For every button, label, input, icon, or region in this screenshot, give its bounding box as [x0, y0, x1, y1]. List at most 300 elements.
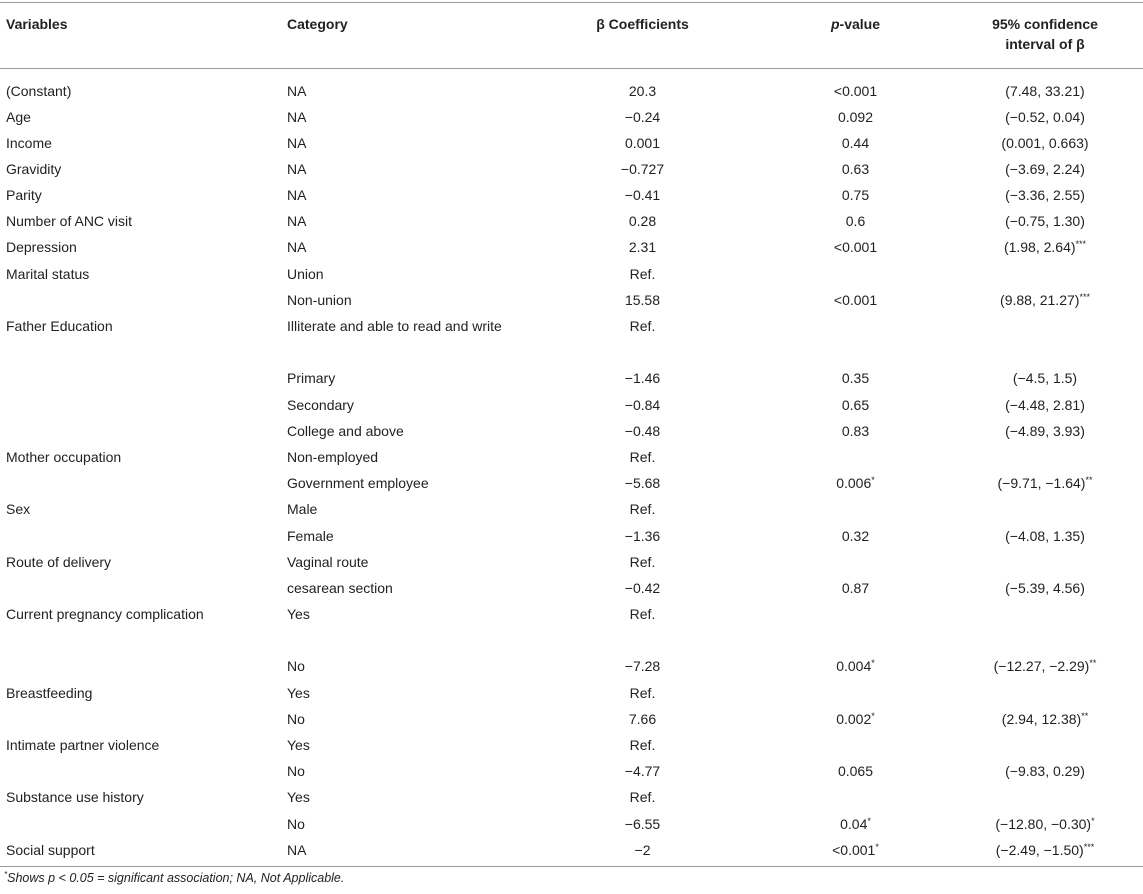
table-row: [0, 575, 1143, 601]
cell-confidence-interval: [947, 365, 1143, 391]
category-text: College and above: [287, 422, 404, 439]
ci-text: (−4.89, 3.93): [1005, 422, 1085, 439]
beta-text: −7.28: [624, 658, 661, 675]
beta-text: 20.3: [628, 83, 657, 99]
ci-marker: ***: [1083, 841, 1095, 852]
cell-variable: [0, 261, 287, 287]
category-text: Union: [287, 265, 324, 282]
table-row: [0, 130, 1143, 156]
table-body: [0, 69, 1143, 867]
cell-variable: [0, 104, 287, 130]
cell-beta: [521, 130, 764, 156]
cell-category: [287, 706, 521, 732]
p-value-text: 0.44: [841, 134, 870, 151]
cell-beta: [521, 104, 764, 130]
cell-beta: [521, 784, 764, 810]
beta-text: Ref.: [629, 789, 656, 806]
table-row: [0, 104, 1143, 130]
cell-beta: [521, 837, 764, 867]
cell-p-value: [764, 784, 947, 810]
cell-confidence-interval: [947, 287, 1143, 313]
cell-category: [287, 365, 521, 391]
variable-text: Father Education: [6, 318, 113, 334]
cell-beta: [521, 313, 764, 365]
cell-variable: [0, 313, 287, 365]
cell-confidence-interval: [947, 601, 1143, 653]
footnote-text: Shows p < 0.05 = significant association; NA, Not Applicable.: [7, 871, 345, 885]
p-value-marker: *: [871, 658, 875, 669]
cell-confidence-interval: [947, 680, 1143, 706]
table-row: [0, 732, 1143, 758]
category-text: No: [287, 658, 305, 675]
cell-beta: [521, 575, 764, 601]
cell-variable: [0, 392, 287, 418]
cell-category: [287, 601, 521, 653]
ci-text: (−3.69, 2.24): [1005, 160, 1085, 177]
p-value-marker: *: [871, 475, 875, 486]
ci-marker: **: [1085, 475, 1093, 486]
cell-confidence-interval: [947, 444, 1143, 470]
table-row: [0, 313, 1143, 365]
variable-text: Parity: [6, 187, 42, 204]
cell-p-value: [764, 234, 947, 260]
category-text: Government employee: [287, 475, 429, 492]
variable-text: Gravidity: [6, 160, 62, 177]
cell-beta: [521, 758, 764, 784]
p-value-marker: *: [867, 815, 871, 826]
ci-text: (2.94, 12.38): [1001, 710, 1082, 727]
variable-text: Sex: [6, 501, 31, 518]
table-footnote: [4, 871, 344, 885]
cell-variable: [0, 182, 287, 208]
header-ci-line2: interval of β: [1005, 36, 1085, 52]
category-text: cesarean section: [287, 579, 393, 596]
cell-p-value: [764, 470, 947, 496]
cell-category: [287, 680, 521, 706]
cell-variable: [0, 706, 287, 732]
cell-beta: [521, 811, 764, 837]
cell-variable: [0, 784, 287, 810]
p-value-marker: *: [871, 710, 875, 721]
ci-text: (−9.83, 0.29): [1005, 763, 1085, 780]
p-value-text: <0.001: [833, 239, 878, 256]
cell-confidence-interval: [947, 575, 1143, 601]
cell-p-value: [764, 261, 947, 287]
cell-p-value: [764, 549, 947, 575]
table-row: [0, 837, 1143, 867]
table-row: [0, 261, 1143, 287]
ci-marker: ***: [1075, 239, 1087, 250]
beta-text: Ref.: [629, 553, 656, 570]
cell-category: [287, 523, 521, 549]
ci-text: (−3.36, 2.55): [1005, 187, 1085, 204]
beta-text: Ref.: [629, 501, 656, 518]
regression-table-container: [0, 2, 1143, 867]
variable-text: Current pregnancy complication: [6, 606, 204, 623]
beta-text: −0.727: [620, 160, 665, 177]
beta-text: Ref.: [629, 606, 656, 623]
cell-confidence-interval: [947, 313, 1143, 365]
cell-confidence-interval: [947, 758, 1143, 784]
cell-category: [287, 287, 521, 313]
cell-category: [287, 208, 521, 234]
cell-p-value: [764, 130, 947, 156]
cell-beta: [521, 549, 764, 575]
footnote-marker: *: [4, 870, 8, 879]
category-text: Yes: [287, 789, 310, 806]
cell-p-value: [764, 287, 947, 313]
category-text: NA: [287, 239, 307, 256]
ci-text: (−2.49, −1.50): [995, 841, 1084, 858]
ci-text: (−0.52, 0.04): [1005, 108, 1085, 125]
ci-text: (0.001, 0.663): [1001, 134, 1089, 151]
table-row: [0, 182, 1143, 208]
table-row: [0, 208, 1143, 234]
cell-p-value: [764, 758, 947, 784]
cell-category: [287, 758, 521, 784]
cell-beta: [521, 732, 764, 758]
p-value-text: 0.65: [841, 396, 870, 413]
header-variables: Variables: [6, 16, 68, 32]
p-value-text: 0.004: [836, 658, 872, 675]
cell-confidence-interval: [947, 182, 1143, 208]
beta-text: −5.68: [624, 475, 661, 492]
table-row: [0, 653, 1143, 679]
header-beta-coefficients: β Coefficients: [596, 16, 689, 32]
cell-confidence-interval: [947, 69, 1143, 104]
variable-text: Marital status: [6, 265, 90, 282]
cell-category: [287, 156, 521, 182]
cell-variable: [0, 287, 287, 313]
category-text: NA: [287, 134, 307, 151]
cell-variable: [0, 549, 287, 575]
beta-text: −2: [634, 841, 651, 858]
table-row: [0, 444, 1143, 470]
ci-text: (−4.08, 1.35): [1005, 527, 1085, 544]
cell-category: [287, 575, 521, 601]
category-text: NA: [287, 160, 307, 177]
cell-beta: [521, 470, 764, 496]
cell-beta: [521, 523, 764, 549]
cell-beta: [521, 69, 764, 104]
beta-text: −0.42: [624, 579, 661, 596]
header-ci-line1: 95% confidence: [992, 16, 1098, 32]
cell-variable: [0, 837, 287, 867]
category-text: Vaginal route: [287, 553, 369, 570]
cell-category: [287, 496, 521, 522]
cell-variable: [0, 418, 287, 444]
beta-text: 15.58: [624, 291, 661, 308]
cell-variable: [0, 732, 287, 758]
table-row: [0, 69, 1143, 104]
category-text: NA: [287, 213, 307, 230]
variable-text: Route of delivery: [6, 553, 112, 570]
cell-category: [287, 313, 521, 365]
table-row: [0, 287, 1143, 313]
p-value-text: 0.092: [837, 108, 874, 125]
table-row: [0, 496, 1143, 522]
cell-category: [287, 130, 521, 156]
category-text: Male: [287, 501, 318, 518]
cell-confidence-interval: [947, 732, 1143, 758]
variable-text: (Constant): [6, 83, 72, 99]
table-row: [0, 758, 1143, 784]
cell-variable: [0, 69, 287, 104]
table-row: [0, 601, 1143, 653]
cell-variable: [0, 601, 287, 653]
cell-confidence-interval: [947, 130, 1143, 156]
cell-p-value: [764, 365, 947, 391]
cell-p-value: [764, 653, 947, 679]
cell-p-value: [764, 392, 947, 418]
p-value-text: <0.001: [833, 83, 878, 99]
beta-text: −6.55: [624, 815, 661, 832]
cell-category: [287, 104, 521, 130]
cell-category: [287, 784, 521, 810]
cell-beta: [521, 287, 764, 313]
p-value-text: 0.6: [845, 213, 866, 230]
cell-confidence-interval: [947, 104, 1143, 130]
table-row: [0, 811, 1143, 837]
p-value-text: 0.04: [840, 815, 868, 832]
ci-text: (−5.39, 4.56): [1005, 579, 1085, 596]
cell-p-value: [764, 208, 947, 234]
variable-text: Income: [6, 134, 52, 151]
cell-variable: [0, 653, 287, 679]
cell-beta: [521, 680, 764, 706]
cell-confidence-interval: [947, 418, 1143, 444]
p-value-text: 0.63: [841, 160, 870, 177]
cell-confidence-interval: [947, 784, 1143, 810]
cell-variable: [0, 234, 287, 260]
cell-confidence-interval: [947, 261, 1143, 287]
cell-category: [287, 182, 521, 208]
header-category: Category: [287, 16, 348, 32]
cell-beta: [521, 706, 764, 732]
table-row: [0, 523, 1143, 549]
cell-beta: [521, 182, 764, 208]
cell-category: [287, 653, 521, 679]
table-row: [0, 156, 1143, 182]
category-text: No: [287, 763, 305, 780]
table-row: [0, 234, 1143, 260]
cell-beta: [521, 496, 764, 522]
p-value-text: 0.065: [837, 763, 874, 780]
cell-confidence-interval: [947, 811, 1143, 837]
variable-text: Number of ANC visit: [6, 213, 133, 230]
cell-p-value: [764, 496, 947, 522]
category-text: Non-union: [287, 291, 352, 308]
category-text: NA: [287, 187, 307, 204]
cell-beta: [521, 261, 764, 287]
category-text: Yes: [287, 684, 310, 701]
variable-text: Depression: [6, 239, 77, 256]
header-p-value: [764, 3, 947, 69]
beta-text: 2.31: [628, 239, 657, 256]
ci-marker: ***: [1079, 291, 1090, 302]
ci-marker: **: [1089, 658, 1097, 669]
cell-variable: [0, 156, 287, 182]
cell-p-value: [764, 104, 947, 130]
beta-text: Ref.: [629, 318, 656, 334]
cell-category: [287, 392, 521, 418]
ci-text: (−0.75, 1.30): [1005, 213, 1085, 230]
cell-p-value: [764, 680, 947, 706]
cell-variable: [0, 811, 287, 837]
ci-marker: *: [1091, 815, 1095, 826]
cell-p-value: [764, 837, 947, 867]
cell-confidence-interval: [947, 706, 1143, 732]
cell-confidence-interval: [947, 392, 1143, 418]
cell-category: [287, 470, 521, 496]
beta-text: Ref.: [629, 265, 656, 282]
cell-beta: [521, 444, 764, 470]
beta-text: −0.24: [624, 108, 661, 125]
cell-variable: [0, 758, 287, 784]
beta-text: 0.28: [628, 213, 657, 230]
beta-text: Ref.: [629, 737, 656, 754]
cell-variable: [0, 496, 287, 522]
cell-variable: [0, 130, 287, 156]
category-text: Non-employed: [287, 448, 379, 465]
cell-confidence-interval: [947, 496, 1143, 522]
cell-category: [287, 811, 521, 837]
cell-variable: [0, 444, 287, 470]
cell-variable: [0, 575, 287, 601]
variable-text: Age: [6, 108, 31, 125]
p-value-marker: *: [875, 841, 879, 852]
beta-text: −4.77: [624, 763, 661, 780]
ci-text: (−9.71, −1.64): [997, 475, 1086, 492]
header-row: [0, 3, 1143, 69]
cell-confidence-interval: [947, 837, 1143, 867]
table-row: [0, 706, 1143, 732]
category-text: NA: [287, 108, 307, 125]
cell-beta: [521, 365, 764, 391]
ci-text: (9.88, 21.27): [1000, 291, 1080, 308]
cell-p-value: [764, 523, 947, 549]
p-value-text: 0.002: [836, 710, 872, 727]
cell-category: [287, 261, 521, 287]
variable-text: Intimate partner violence: [6, 737, 160, 754]
table-row: [0, 365, 1143, 391]
table-row: [0, 418, 1143, 444]
ci-text: (−12.27, −2.29): [993, 658, 1090, 675]
beta-text: 0.001: [624, 134, 661, 151]
cell-confidence-interval: [947, 653, 1143, 679]
table-row: [0, 680, 1143, 706]
variable-text: Breastfeeding: [6, 684, 93, 701]
header-p-italic: p: [830, 16, 840, 32]
table-row: [0, 784, 1143, 810]
cell-category: [287, 418, 521, 444]
cell-category: [287, 69, 521, 104]
category-text: No: [287, 815, 305, 832]
p-value-text: <0.001: [833, 291, 878, 308]
category-text: Secondary: [287, 396, 354, 413]
cell-p-value: [764, 313, 947, 365]
cell-beta: [521, 208, 764, 234]
ci-text: (−12.80, −0.30): [995, 815, 1092, 832]
cell-variable: [0, 523, 287, 549]
category-text: Yes: [287, 606, 310, 623]
category-text: No: [287, 710, 305, 727]
table-row: [0, 392, 1143, 418]
table-header: [0, 3, 1143, 69]
cell-variable: [0, 208, 287, 234]
cell-category: [287, 732, 521, 758]
variable-text: Mother occupation: [6, 448, 122, 465]
cell-p-value: [764, 182, 947, 208]
cell-confidence-interval: [947, 549, 1143, 575]
ci-text: (1.98, 2.64): [1003, 239, 1076, 256]
category-text: Yes: [287, 737, 310, 754]
ci-text: (−4.5, 1.5): [1012, 370, 1078, 387]
variable-text: Social support: [6, 841, 95, 858]
ci-text: (7.48, 33.21): [1005, 83, 1085, 99]
cell-p-value: [764, 444, 947, 470]
cell-variable: [0, 365, 287, 391]
p-value-text: 0.006: [836, 475, 872, 492]
cell-confidence-interval: [947, 234, 1143, 260]
header-p-suffix: -value: [839, 16, 881, 32]
cell-p-value: [764, 732, 947, 758]
cell-p-value: [764, 811, 947, 837]
category-text: Female: [287, 527, 334, 544]
cell-variable: [0, 470, 287, 496]
regression-table: [0, 2, 1143, 867]
cell-category: [287, 549, 521, 575]
beta-text: −1.46: [624, 370, 661, 387]
cell-beta: [521, 156, 764, 182]
beta-text: −0.48: [624, 422, 661, 439]
beta-text: −1.36: [624, 527, 661, 544]
ci-text: (−4.48, 2.81): [1005, 396, 1085, 413]
cell-confidence-interval: [947, 156, 1143, 182]
table-row: [0, 470, 1143, 496]
cell-beta: [521, 234, 764, 260]
category-text: Primary: [287, 370, 336, 387]
beta-text: Ref.: [629, 448, 656, 465]
p-value-text: 0.75: [841, 187, 870, 204]
beta-text: Ref.: [629, 684, 656, 701]
cell-p-value: [764, 575, 947, 601]
category-text: NA: [287, 83, 307, 99]
beta-text: −0.41: [624, 187, 661, 204]
cell-p-value: [764, 706, 947, 732]
cell-p-value: [764, 156, 947, 182]
table-row: [0, 549, 1143, 575]
beta-text: 7.66: [628, 710, 657, 727]
ci-marker: **: [1081, 710, 1089, 721]
header-confidence-interval: [947, 3, 1143, 69]
p-value-text: <0.001: [832, 841, 876, 858]
cell-variable: [0, 680, 287, 706]
cell-p-value: [764, 69, 947, 104]
category-text: Illiterate and able to read and write: [287, 318, 502, 334]
cell-confidence-interval: [947, 208, 1143, 234]
cell-beta: [521, 418, 764, 444]
variable-text: Substance use history: [6, 789, 144, 806]
cell-beta: [521, 601, 764, 653]
cell-p-value: [764, 418, 947, 444]
cell-beta: [521, 392, 764, 418]
cell-category: [287, 234, 521, 260]
category-text: NA: [287, 841, 307, 858]
p-value-text: 0.87: [841, 579, 870, 596]
p-value-text: 0.32: [841, 527, 870, 544]
cell-beta: [521, 653, 764, 679]
